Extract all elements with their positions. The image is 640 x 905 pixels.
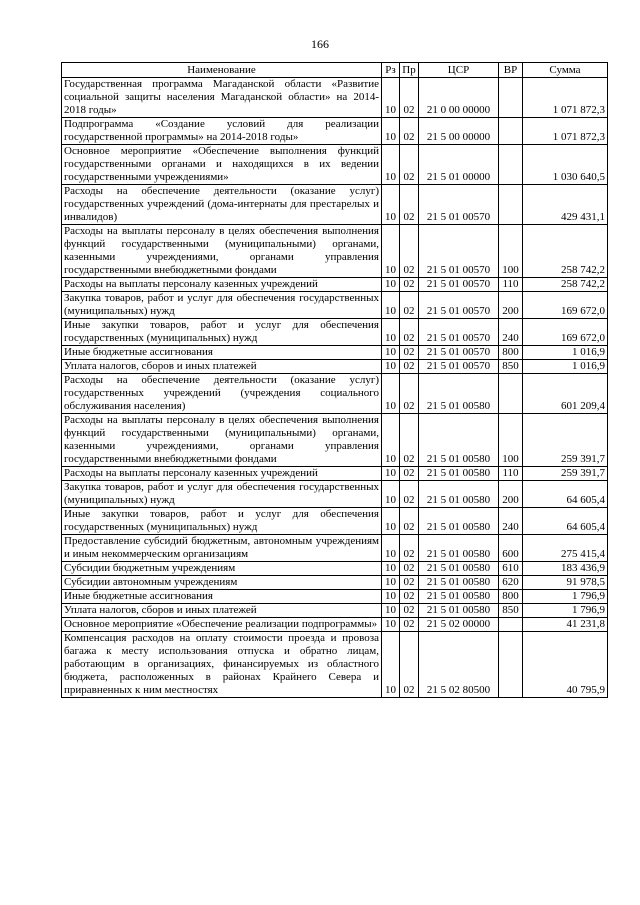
row-pr: 02 [400, 278, 419, 292]
row-sum: 1 796,9 [523, 604, 608, 618]
row-name: Основное мероприятие «Обеспечение выполнения функций государственными органами и находящихся в их ведении государственными учреждениями» [62, 145, 382, 185]
row-name: Компенсация расходов на оплату стоимости проезда и провоза багажа к месту использования отпуска и обратно лицам, работающим в организациях, финансируемых из областного бюджета, расположенных в районах Крайнего Севера и приравненных к ним местностях [62, 632, 382, 698]
row-sum: 258 742,2 [523, 278, 608, 292]
header-vr: ВР [499, 63, 523, 78]
table-row [62, 535, 608, 562]
row-sum: 258 742,2 [523, 225, 608, 278]
row-csr: 21 5 01 00580 [419, 590, 499, 604]
row-pr: 02 [400, 414, 419, 467]
row-vr: 240 [499, 319, 523, 346]
row-pr: 02 [400, 78, 419, 118]
row-sum: 40 795,9 [523, 632, 608, 698]
table-row [62, 604, 608, 618]
row-rz: 10 [382, 632, 400, 698]
row-rz: 10 [382, 467, 400, 481]
row-rz: 10 [382, 145, 400, 185]
row-vr [499, 78, 523, 118]
row-pr: 02 [400, 590, 419, 604]
row-rz: 10 [382, 618, 400, 632]
row-pr: 02 [400, 632, 419, 698]
row-rz: 10 [382, 535, 400, 562]
row-rz: 10 [382, 414, 400, 467]
row-vr: 110 [499, 467, 523, 481]
row-vr: 240 [499, 508, 523, 535]
row-pr: 02 [400, 145, 419, 185]
row-name: Расходы на выплаты персоналу в целях обеспечения выполнения функций государственными (муниципальными) органами, казенными учреждениями, органами управления государственными внебюджетными фондами [62, 414, 382, 467]
row-csr: 21 5 01 00580 [419, 481, 499, 508]
row-csr: 21 5 01 00580 [419, 467, 499, 481]
row-sum: 183 436,9 [523, 562, 608, 576]
row-vr [499, 374, 523, 414]
row-pr: 02 [400, 508, 419, 535]
row-rz: 10 [382, 562, 400, 576]
row-rz: 10 [382, 508, 400, 535]
row-csr: 21 5 02 00000 [419, 618, 499, 632]
row-sum: 259 391,7 [523, 467, 608, 481]
table-row [62, 481, 608, 508]
row-pr: 02 [400, 118, 419, 145]
row-vr: 620 [499, 576, 523, 590]
row-rz: 10 [382, 278, 400, 292]
row-vr [499, 618, 523, 632]
row-name: Расходы на выплаты персоналу в целях обеспечения выполнения функций государственными (муниципальными) органами, казенными учреждениями, органами управления государственными внебюджетными фондами [62, 225, 382, 278]
table-row [62, 590, 608, 604]
row-rz: 10 [382, 481, 400, 508]
row-vr: 600 [499, 535, 523, 562]
row-csr: 21 5 01 00580 [419, 576, 499, 590]
row-csr: 21 5 01 00570 [419, 346, 499, 360]
row-pr: 02 [400, 185, 419, 225]
row-sum: 64 605,4 [523, 508, 608, 535]
row-vr: 110 [499, 278, 523, 292]
row-rz: 10 [382, 225, 400, 278]
table-row [62, 185, 608, 225]
row-pr: 02 [400, 535, 419, 562]
row-pr: 02 [400, 576, 419, 590]
row-name: Иные бюджетные ассигнования [62, 346, 382, 360]
row-csr: 21 5 01 00580 [419, 562, 499, 576]
table-row [62, 292, 608, 319]
row-rz: 10 [382, 346, 400, 360]
table-row [62, 346, 608, 360]
row-csr: 21 5 01 00570 [419, 319, 499, 346]
table-row [62, 145, 608, 185]
row-name: Закупка товаров, работ и услуг для обеспечения государственных (муниципальных) нужд [62, 292, 382, 319]
row-sum: 41 231,8 [523, 618, 608, 632]
row-pr: 02 [400, 225, 419, 278]
row-name: Расходы на выплаты персоналу казенных учреждений [62, 467, 382, 481]
row-csr: 21 5 01 00570 [419, 278, 499, 292]
row-sum: 1 071 872,3 [523, 78, 608, 118]
row-sum: 169 672,0 [523, 319, 608, 346]
row-sum: 601 209,4 [523, 374, 608, 414]
row-vr: 850 [499, 604, 523, 618]
row-rz: 10 [382, 118, 400, 145]
row-pr: 02 [400, 374, 419, 414]
row-vr: 800 [499, 346, 523, 360]
row-csr: 21 5 01 00580 [419, 604, 499, 618]
row-vr: 100 [499, 414, 523, 467]
row-rz: 10 [382, 78, 400, 118]
row-rz: 10 [382, 319, 400, 346]
row-rz: 10 [382, 374, 400, 414]
row-pr: 02 [400, 618, 419, 632]
table-row [62, 632, 608, 698]
table-body [62, 78, 608, 698]
row-name: Уплата налогов, сборов и иных платежей [62, 604, 382, 618]
row-csr: 21 5 01 00580 [419, 508, 499, 535]
row-sum: 1 071 872,3 [523, 118, 608, 145]
row-csr: 21 5 01 00570 [419, 360, 499, 374]
table-row [62, 508, 608, 535]
row-vr [499, 118, 523, 145]
row-name: Государственная программа Магаданской области «Развитие социальной защиты населения Магаданской области» на 2014-2018 годы» [62, 78, 382, 118]
row-csr: 21 5 00 00000 [419, 118, 499, 145]
row-csr: 21 5 01 00570 [419, 292, 499, 319]
row-pr: 02 [400, 604, 419, 618]
row-sum: 429 431,1 [523, 185, 608, 225]
row-name: Закупка товаров, работ и услуг для обеспечения государственных (муниципальных) нужд [62, 481, 382, 508]
row-name: Расходы на обеспечение деятельности (оказание услуг) государственных учреждений (учреждения социального обслуживания населения) [62, 374, 382, 414]
table-row [62, 278, 608, 292]
row-sum: 169 672,0 [523, 292, 608, 319]
row-vr: 200 [499, 292, 523, 319]
row-sum: 259 391,7 [523, 414, 608, 467]
row-vr [499, 185, 523, 225]
row-csr: 21 0 00 00000 [419, 78, 499, 118]
row-csr: 21 5 01 00570 [419, 185, 499, 225]
row-name: Уплата налогов, сборов и иных платежей [62, 360, 382, 374]
row-sum: 1 030 640,5 [523, 145, 608, 185]
row-vr [499, 145, 523, 185]
row-pr: 02 [400, 292, 419, 319]
row-vr: 800 [499, 590, 523, 604]
row-pr: 02 [400, 481, 419, 508]
row-name: Расходы на выплаты персоналу казенных учреждений [62, 278, 382, 292]
row-name: Основное мероприятие «Обеспечение реализации подпрограммы» [62, 618, 382, 632]
row-rz: 10 [382, 604, 400, 618]
row-sum: 1 016,9 [523, 360, 608, 374]
header-pr: Пр [400, 63, 419, 78]
budget-table [61, 62, 608, 698]
page-number: 166 [311, 37, 329, 51]
table-row [62, 467, 608, 481]
row-vr: 610 [499, 562, 523, 576]
row-csr: 21 5 01 00580 [419, 535, 499, 562]
table-row [62, 78, 608, 118]
row-pr: 02 [400, 467, 419, 481]
row-csr: 21 5 01 00000 [419, 145, 499, 185]
table-row [62, 118, 608, 145]
header-sum: Сумма [523, 63, 608, 78]
row-csr: 21 5 01 00580 [419, 414, 499, 467]
row-pr: 02 [400, 319, 419, 346]
row-pr: 02 [400, 360, 419, 374]
row-vr: 100 [499, 225, 523, 278]
row-name: Предоставление субсидий бюджетным, автономным учреждениям и иным некоммерческим организациям [62, 535, 382, 562]
row-vr: 850 [499, 360, 523, 374]
table-row [62, 225, 608, 278]
row-rz: 10 [382, 576, 400, 590]
row-name: Иные закупки товаров, работ и услуг для обеспечения государственных (муниципальных) нужд [62, 508, 382, 535]
header-name: Наименование [62, 63, 382, 78]
row-name: Иные бюджетные ассигнования [62, 590, 382, 604]
row-sum: 275 415,4 [523, 535, 608, 562]
table-header-row [62, 63, 608, 78]
row-rz: 10 [382, 185, 400, 225]
row-sum: 91 978,5 [523, 576, 608, 590]
header-rz: Рз [382, 63, 400, 78]
row-sum: 1 016,9 [523, 346, 608, 360]
row-pr: 02 [400, 346, 419, 360]
table-row [62, 618, 608, 632]
header-csr: ЦСР [419, 63, 499, 78]
row-csr: 21 5 02 80500 [419, 632, 499, 698]
row-name: Субсидии бюджетным учреждениям [62, 562, 382, 576]
row-sum: 1 796,9 [523, 590, 608, 604]
table-row [62, 576, 608, 590]
row-csr: 21 5 01 00580 [419, 374, 499, 414]
row-pr: 02 [400, 562, 419, 576]
row-name: Подпрограмма «Создание условий для реализации государственной программы» на 2014-2018 годы» [62, 118, 382, 145]
table-row [62, 562, 608, 576]
row-vr: 200 [499, 481, 523, 508]
row-sum: 64 605,4 [523, 481, 608, 508]
row-name: Расходы на обеспечение деятельности (оказание услуг) государственных учреждений (дома-интернаты для престарелых и инвалидов) [62, 185, 382, 225]
row-rz: 10 [382, 590, 400, 604]
row-csr: 21 5 01 00570 [419, 225, 499, 278]
row-name: Иные закупки товаров, работ и услуг для обеспечения государственных (муниципальных) нужд [62, 319, 382, 346]
table-row [62, 360, 608, 374]
table-row [62, 319, 608, 346]
row-rz: 10 [382, 360, 400, 374]
row-rz: 10 [382, 292, 400, 319]
table-row [62, 374, 608, 414]
row-vr [499, 632, 523, 698]
table-row [62, 414, 608, 467]
row-name: Субсидии автономным учреждениям [62, 576, 382, 590]
